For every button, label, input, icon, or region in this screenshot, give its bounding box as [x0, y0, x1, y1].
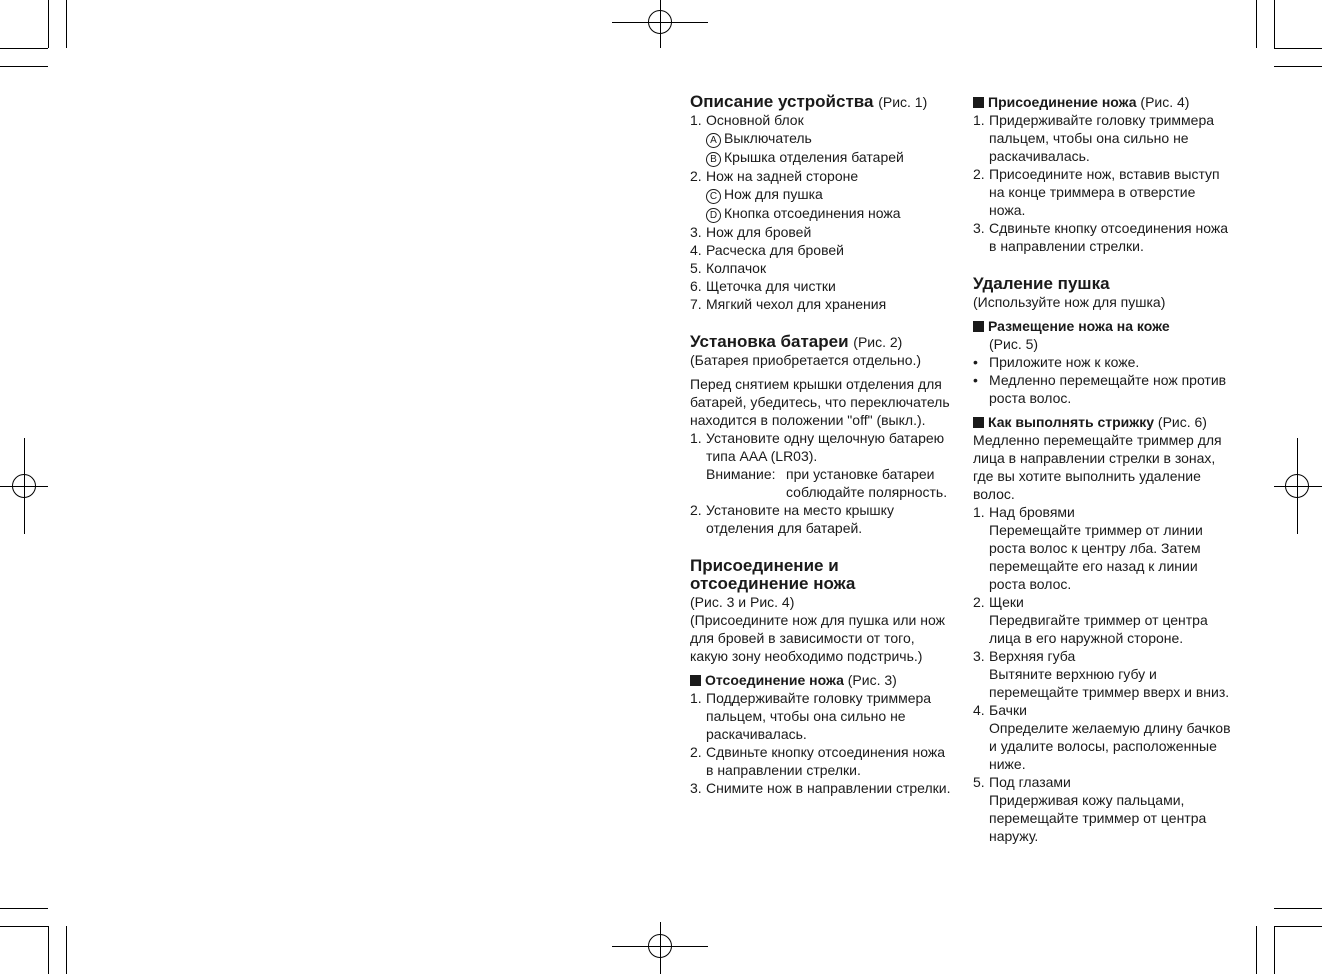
circled-letter: D [706, 208, 721, 223]
trimming-subheading: Как выполнять стрижку (Рис. 6) [973, 413, 1235, 431]
battery-intro-text: Перед снятием крышки отделения для батарей, убедитесь, что переключатель находится в положении "off" (выкл.). [690, 376, 950, 428]
list-item: 3. Верхняя губа Вытяните верхнюю губу и перемещайте триммер вверх и вниз. [973, 648, 1230, 700]
blade-attach-fig: (Рис. 3 и Рис. 4) [690, 594, 795, 610]
blade-detach-subheading: Отсоединение ножа (Рис. 3) [690, 671, 952, 689]
square-bullet-icon [973, 97, 984, 108]
square-bullet-icon [973, 417, 984, 428]
list-item: 4. Расческа для бровей [690, 242, 844, 258]
square-bullet-icon [690, 675, 701, 686]
list-item: • Медленно перемещайте нож против роста волос. [973, 372, 1227, 406]
list-item: 2. Нож на задней стороне [690, 168, 859, 184]
list-item: C Нож для пушка [690, 185, 952, 204]
list-item: • Приложите нож к коже. [973, 354, 1140, 370]
list-item: 5. Под глазами Придерживая кожу пальцами, перемещайте триммер от центра наружу. [973, 774, 1207, 844]
blade-attach-subheading: Присоединение ножа (Рис. 4) [973, 93, 1235, 111]
list-item: 6. Щеточка для чистки [690, 278, 836, 294]
hair-removal-heading: Удаление пушка [973, 274, 1110, 293]
list-item: 3. Снимите нож в направлении стрелки. [690, 780, 951, 796]
trimming-text: Медленно перемещайте триммер для лица в направлении стрелки в зонах, где вы хотите выполнить удаление волос. [973, 432, 1222, 502]
list-item: 2. Сдвиньте кнопку отсоединения ножа в направлении стрелки. [690, 744, 945, 778]
list-item: 1. Поддерживайте головку триммера пальцем, чтобы она сильно не раскачивалась. [690, 690, 932, 742]
list-item: 1. Основной блок [690, 112, 804, 128]
circled-letter: B [706, 152, 721, 167]
list-item: 4. Бачки Определите желаемую длину бачков и удалите волосы, расположенные ниже. [973, 702, 1231, 772]
list-item: 2. Присоедините нож, вставив выступ на конце триммера в отверстие ножа. [973, 166, 1220, 218]
list-item: 1. Установите одну щелочную батарею типа AAA (LR03). [690, 430, 945, 464]
blade-attach-text: (Присоедините нож для пушка или нож для бровей в зависимости от того, какую зону необходимо подстричь.) [690, 612, 945, 664]
list-item: 1. Придерживайте головку триммера пальцем, чтобы она сильно не раскачивалась. [973, 112, 1215, 164]
blade-placement-subheading: Размещение ножа на коже [973, 317, 1235, 335]
blade-attach-heading: Присоединение и отсоединение ножа [690, 556, 856, 593]
list-item: 3. Нож для бровей [690, 224, 812, 240]
list-item: A Выключатель [690, 129, 952, 148]
circled-letter: A [706, 133, 721, 148]
list-item: 3. Сдвиньте кнопку отсоединения ножа в направлении стрелки. [973, 220, 1228, 254]
blade-placement-fig: (Рис. 5) [989, 336, 1039, 352]
square-bullet-icon [973, 321, 984, 332]
list-item: D Кнопка отсоединения ножа [690, 204, 952, 223]
right-column [973, 93, 1235, 845]
left-column [690, 93, 952, 797]
device-description-heading: Описание устройства (Рис. 1) [690, 92, 928, 111]
battery-warning: Внимание: при установке батареи соблюдайте полярность. [706, 466, 948, 500]
list-item: 2. Щеки Передвигайте триммер от центра лица в его наружной стороне. [973, 594, 1208, 646]
list-item: 7. Мягкий чехол для хранения [690, 296, 887, 312]
list-item: 2. Установите на место крышку отделения для батарей. [690, 502, 894, 536]
battery-install-heading: Установка батареи (Рис. 2) [690, 332, 903, 351]
hair-removal-note: (Используйте нож для пушка) [973, 294, 1166, 310]
device-parts-list [690, 111, 952, 313]
circled-letter: C [706, 189, 721, 204]
battery-note: (Батарея приобретается отдельно.) [690, 352, 922, 368]
list-item: B Крышка отделения батарей [690, 148, 952, 167]
list-item: 5. Колпачок [690, 260, 767, 276]
list-item: 1. Над бровями Перемещайте триммер от линии роста волос к центру лба. Затем перемещайте его назад к линии роста волос. [973, 504, 1203, 592]
